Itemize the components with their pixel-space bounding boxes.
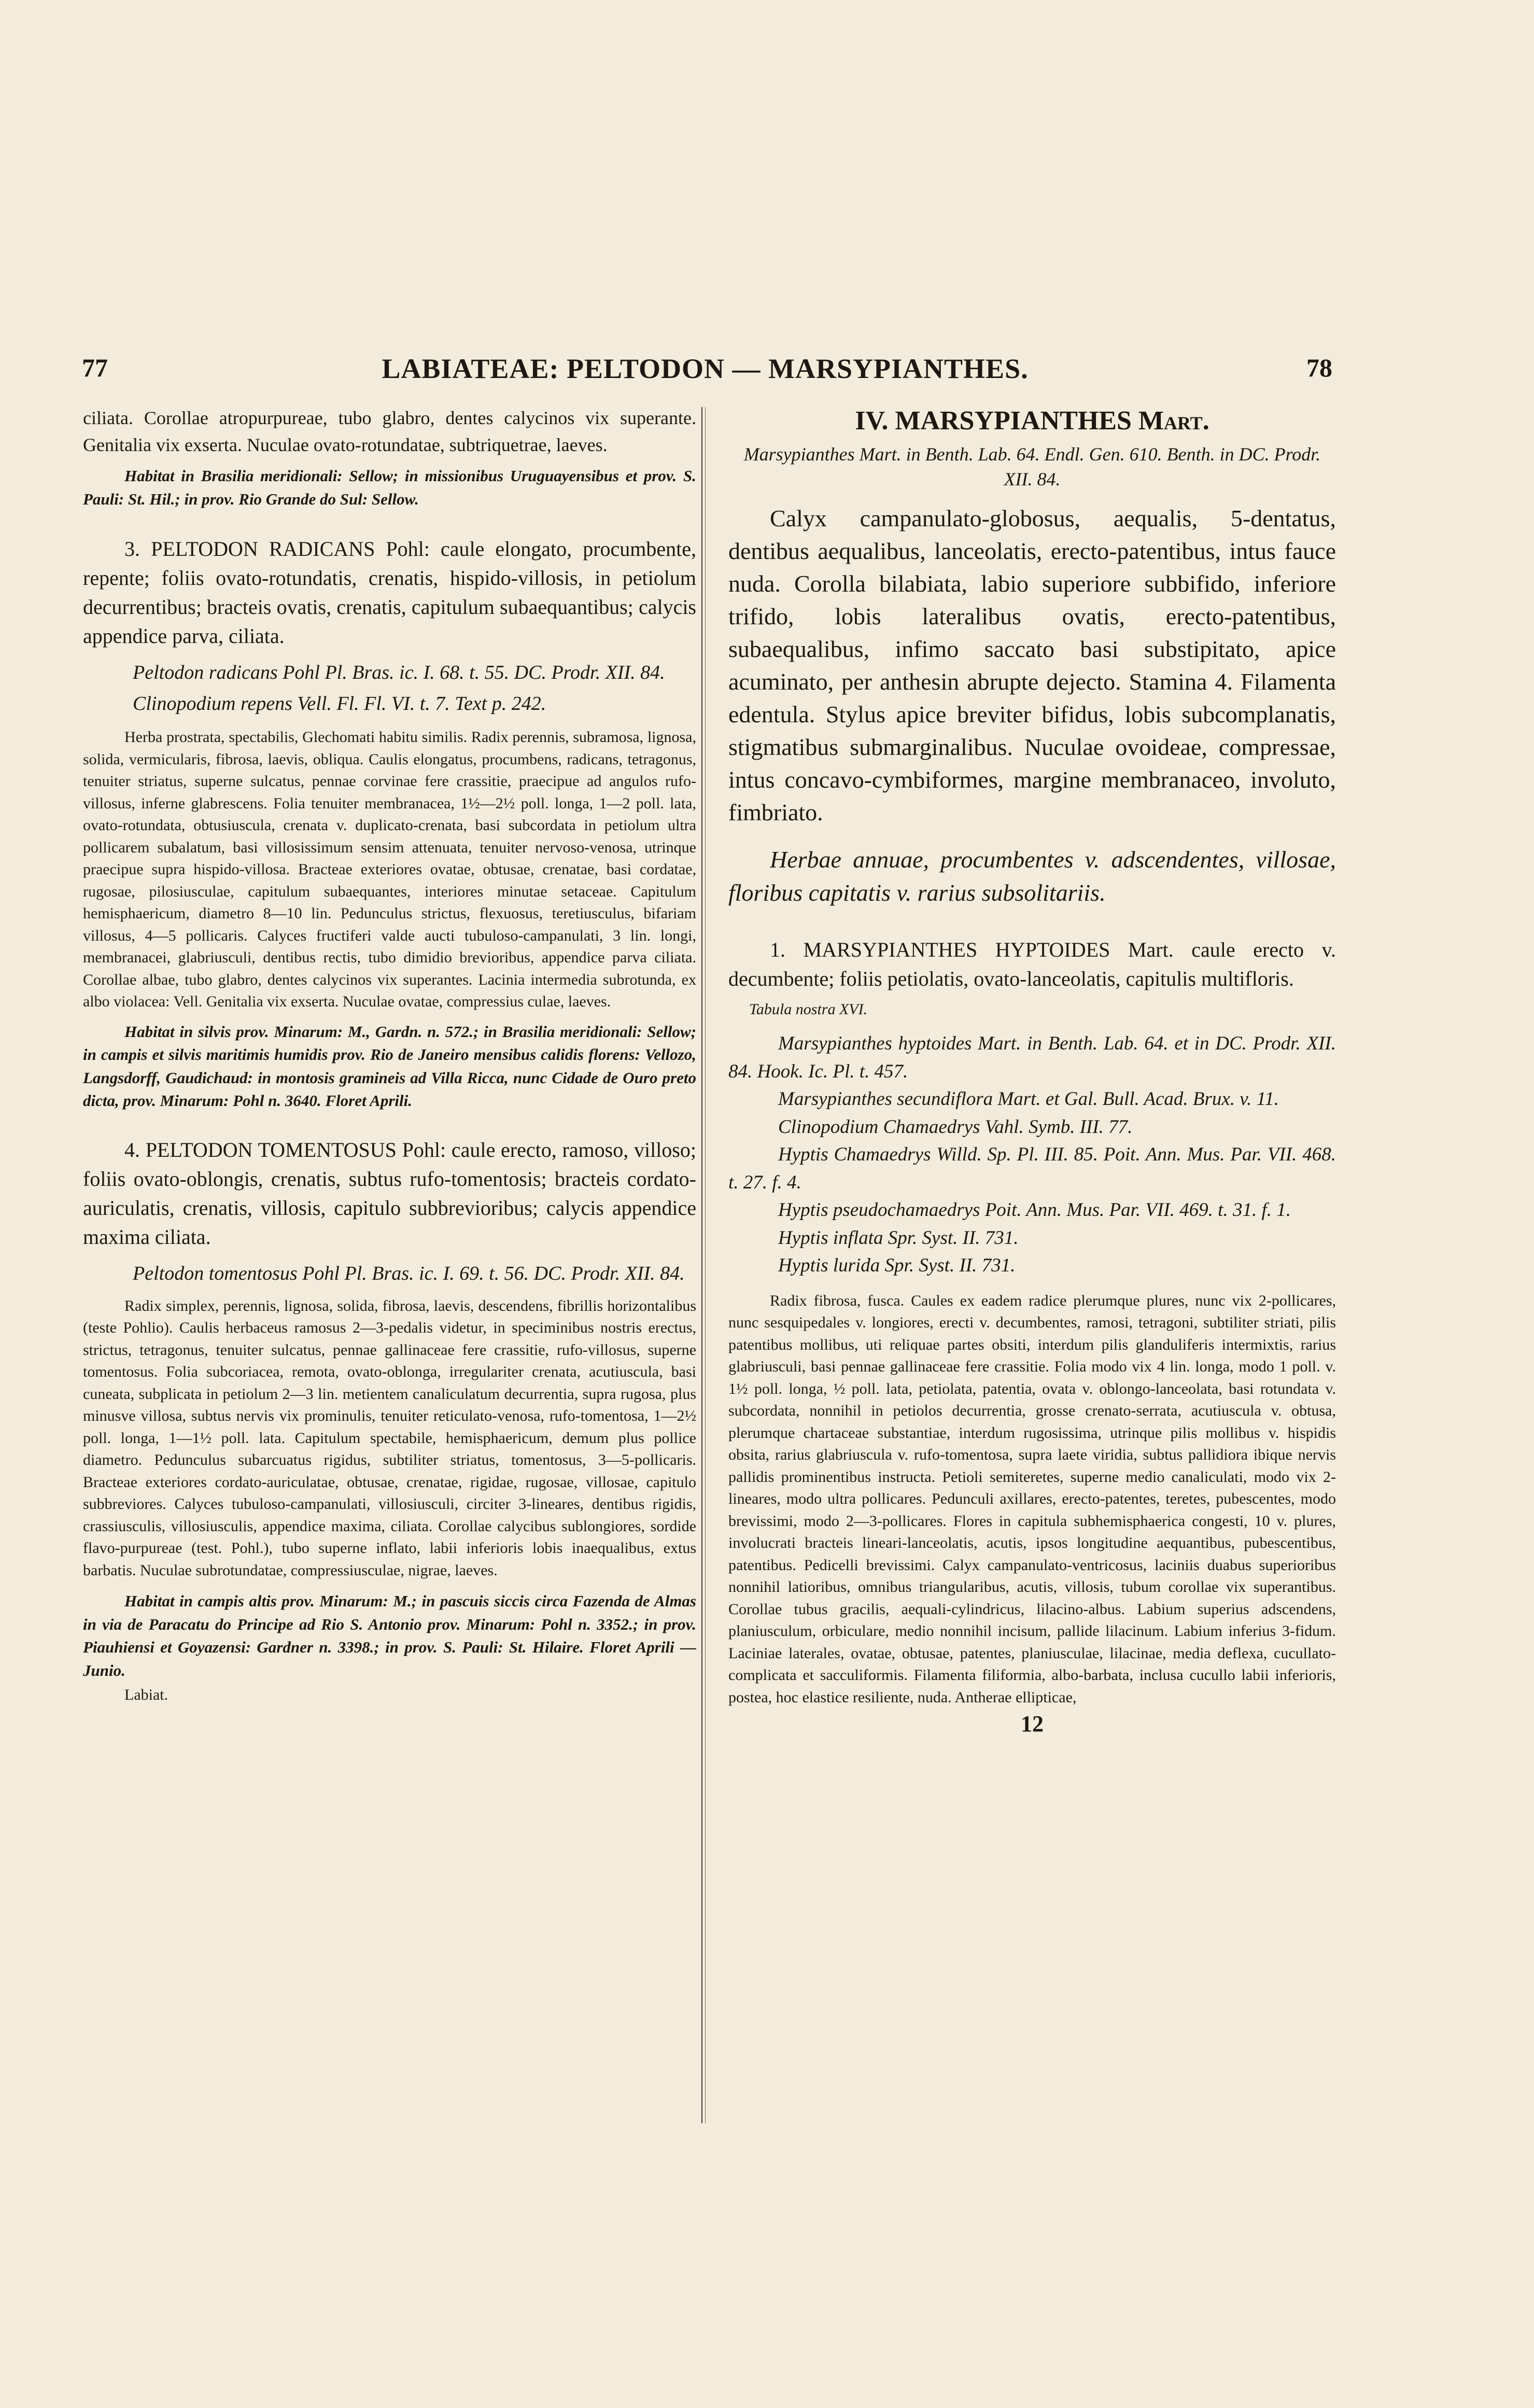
synonym-item: Hyptis pseudochamaedrys Poit. Ann. Mus. Par. VII. 469. t. 31. f. 1. (778, 1199, 1291, 1221)
page-number-left: 77 (82, 353, 108, 382)
species-4-habitat: Habitat in campis altis prov. Minarum: M.; in pascuis siccis circa Fazenda de Almas in via de Paracatu do Principe ad Rio S. Antonio prov. Minarum: Pohl n. 3352.; in prov. Piauhiensi et Goyazensi: Gardner n. 3398.; in prov. S. Pauli: St. Hilaire. Floret Aprili — Junio. (83, 1592, 696, 1679)
species-3-description: Herba prostrata, spectabilis, Glechomati habitu similis. Radix perennis, subramosa, lignosa, solida, vermicularis, fibrosa, laevis, obliqua. Caulis elongatus, procumbens, radicans, tetragonus, tenuiter striatus, superne sulcatus, pennae corvinae fere crassitie, praecipue ad angulos rufo-villosus, inferne glabrescens. Folia tenuiter membranacea, 1½—2½ poll. longa, 1—2 poll. lata, ovato-rotundata, obtusiuscula, crenata v. duplicato-crenata, basi subcordata in petiolum ultra pollicarem subalatum, basi villosissimum sensim attenuata, tenuiter nervoso-venosa, utrinque praecipue supra hispido-villosa. Bracteae exteriores ovatae, obtusae, crenatae, basi cordatae, rugosae, pilosiusculae, capitulum subaequantes, interiores minutae setaceae. Capitulum hemisphaericum, diametro 8—10 lin. Pedunculus strictus, flexuosus, teretiusculus, bifariam villosus, 4—5 pollicaris. Calyces fructiferi valde aucti tubuloso-campanulati, 3 lin. longi, membranacei, glabriusculi, dentibus rectis, tubo dimidio brevioribus, appendice parva ciliata. Corollae albae, tubo glabro, dentes calycinos vix superantes. Lacinia intermedia subrotunda, ex albo violacea: Vell. Genitalia vix exserta. Nuculae ovatae, compressius culae, laeves. (83, 729, 696, 1010)
species-4-diagnosis: 4. PELTODON TOMENTOSUS Pohl: caule erecto, ramoso, villoso; foliis ovato-oblongis, crenatis, subtus rufo-tomentosis; bracteis cordato-auriculatis, crenatis, villosis, capitulo subbrevioribus; calycis appendice maxima ciliata. (83, 1138, 696, 1249)
column-divider-inner (705, 407, 706, 2123)
signature-number: 12 (1021, 1711, 1044, 1737)
genus-synonymy: Marsypianthes Mart. in Benth. Lab. 64. Endl. Gen. 610. Benth. in DC. Prodr. XII. 84. (743, 444, 1321, 489)
continued-habitat: Habitat in Brasilia meridionali: Sellow; in missionibus Uruguayensibus et prov. S. Pauli: St. Hil.; in prov. Rio Grande do Sul: Sellow. (83, 467, 696, 508)
species-4-reference: Peltodon tomentosus Pohl Pl. Bras. ic. I. 69. t. 56. DC. Prodr. XII. 84. (133, 1262, 685, 1284)
synonym-item: Hyptis inflata Spr. Syst. II. 731. (778, 1227, 1019, 1249)
genus-habit: Herbae annuae, procumbentes v. adscendentes, villosae, floribus capitatis v. rarius subsolitariis. (728, 846, 1336, 906)
running-head (78, 353, 1332, 394)
species-3-reference-2: Clinopodium repens Vell. Fl. Fl. VI. t. 7. Text p. 242. (133, 693, 546, 715)
synonym-item: Hyptis Chamaedrys Willd. Sp. Pl. III. 85. Poit. Ann. Mus. Par. VII. 468. t. 27. f. 4. (728, 1144, 1336, 1193)
genus-author: Mart. (1138, 406, 1209, 436)
genus-number: IV. (855, 406, 889, 436)
species-3-reference-1: Peltodon radicans Pohl Pl. Bras. ic. I. 68. t. 55. DC. Prodr. XII. 84. (133, 662, 665, 683)
plate-reference: Tabula nostra XVI. (749, 1001, 868, 1018)
species-3-habitat: Habitat in silvis prov. Minarum: M., Gardn. n. 572.; in Brasilia meridionali: Sellow; in campis et silvis maritimis humidis prov. Rio de Janeiro mensibus calidis florens: Vellozo, Langsdorff, Gaudichaud: in montosis gramineis ad Villa Ricca, nunc Cidade de Ouro preto dicta, prov. Minarum: Pohl n. 3640. Floret Aprili. (83, 1022, 696, 1110)
synonym-item: Hyptis lurida Spr. Syst. II. 731. (778, 1255, 1016, 1276)
species-1-description: Radix fibrosa, fusca. Caules ex eadem radice plerumque plures, nunc vix 2-pollicares, nunc sesquipedales v. longiores, erecti v. decumbentes, ramosi, tetragoni, subtiliter striati, pilis patentibus mollibus, uti reliquae partes obsiti, interdum pilis glanduliferis intermixtis, rarius glabriusculi, basi pennae gallinaceae fere crassitie. Folia modo vix 4 lin. longa, modo 1 poll. v. 1½ poll. longa, ½ poll. lata, petiolata, patentia, ovata v. oblongo-lanceolata, basi rotundata v. subcordata, nonnihil in petiolos decurrentia, grosse crenato-serrata, acutiuscula v. obtusa, plerumque chartaceae substantiae, interdum rugosissima, utrinque pilis mollibus v. hispidis obsita, rarius glabriuscula v. rufo-tomentosa, supra laete viridia, subtus pallidiora ibique nervis pallidis prominentibus instructa. Petioli semiteretes, superne medio canaliculati, modo vix 2-lineares, modo ultra pollicares. Pedunculi axillares, erecto-patentes, teretes, pubescentes, modo brevissimi, modo 2—3-pollicares. Flores in capitula subhemisphaerica congesti, 10 v. plures, involucrati bracteis lineari-lanceolatis, acutis, ipsos longitudine aequantibus, pubescentibus, patentibus. Pedicelli brevissimi. Calyx campanulato-ventricosus, laciniis duabus superioribus nonnihil latioribus, omnibus triangularibus, acutis, villosis, tubum corollae vix superantibus. Corollae tubus gracilis, aequali-cylindricus, lilacino-albus. Labium superius adscendens, planiusculum, orbiculare, medio nonnihil incisum, pallide lilacinum. Labium inferius 3-fidum. Laciniae laterales, ovatae, obtusae, patentes, planiusculae, lilacinae, media deflexa, cucullato-complicata et sacculiformis. Filamenta filiformia, albo-barbata, inclusa cucullo labii inferioris, postea, hoc elastice resiliente, nuda. Antherae ellipticae, (728, 1292, 1336, 1706)
running-title: LABIATEAE: PELTODON — MARSYPIANTHES. (382, 353, 1029, 384)
left-column (83, 404, 696, 1706)
synonym-item: Marsypianthes hyptoides Mart. in Benth. Lab. 64. et in DC. Prodr. XII. 84. Hook. Ic. Pl. t. 457. (728, 1033, 1336, 1082)
synonym-list (728, 1030, 1336, 1280)
continued-description: ciliata. Corollae atropurpureae, tubo glabro, dentes calycinos vix superante. Genitalia vix exserta. Nuculae ovato-rotundatae, subtriquetrae, laeves. (83, 408, 696, 455)
signature-mark: Labiat. (124, 1686, 168, 1703)
page-number-right: 78 (1306, 353, 1332, 382)
genus-heading (728, 404, 1336, 438)
genus-name: MARSYPIANTHES (895, 406, 1132, 436)
column-divider (701, 407, 702, 2123)
synonym-item: Marsypianthes secundiflora Mart. et Gal. Bull. Acad. Brux. v. 11. (778, 1088, 1279, 1110)
species-3-diagnosis: 3. PELTODON RADICANS Pohl: caule elongato, procumbente, repente; foliis ovato-rotundatis, crenatis, hispido-villosis, in petiolum decurrentibus; bracteis ovatis, crenatis, capitulum subaequantibus; calycis appendice parva, ciliata. (83, 537, 696, 648)
species-1-diagnosis: 1. MARSYPIANTHES HYPTOIDES Mart. caule erecto v. decumbente; foliis petiolatis, ovato-lanceolatis, capitulis multifloris. (728, 938, 1336, 990)
genus-description: Calyx campanulato-globosus, aequalis, 5-dentatus, dentibus aequalibus, lanceolatis, erecto-patentibus, intus fauce nuda. Corolla bilabiata, labio superiore subbifido, inferiore trifido, lobis lateralibus ovatis, erecto-patentibus, subaequalibus, infimo saccato basi substipitato, apice acuminato, per anthesin abrupte dejecto. Stamina 4. Filamenta edentula. Stylus apice breviter bifidus, lobis subcomplanatis, stigmatibus submarginalibus. Nuculae ovoideae, compressae, intus concavo-cymbiformes, margine membranaceo, involuto, fimbriato. (728, 505, 1336, 825)
synonym-item: Clinopodium Chamaedrys Vahl. Symb. III. 77. (778, 1116, 1133, 1138)
species-4-description: Radix simplex, perennis, lignosa, solida, fibrosa, laevis, descendens, fibrillis horizontalibus (teste Pohlio). Caulis herbaceus ramosus 2—3-pedalis videtur, in speciminibus nostris erectus, strictus, tetragonus, tenuiter sulcatus, pennae gallinaceae fere crassitie, rufo-villosus, superne tomentosus. Folia subcoriacea, remota, ovato-oblonga, irregulariter crenata, acutiuscula, basi cuneata, subplicata in petiolum 2—3 lin. metientem canaliculatum decurrentia, supra rugosa, plus minusve villosa, subtus nervis vix prominulis, tenuiter reticulato-venosa, rufo-tomentosa, 1—2½ poll. longa, 1—1½ poll. lata. Capitulum spectabile, hemisphaericum, demum plus pollice diametro. Pedunculus subarcuatus rigidus, subtiliter striatus, tomentosus, 3—5-pollicaris. Bracteae exteriores cordato-auriculatae, obtusae, crenatae, rigidae, rugosae, villosae, capitulo subbreviores. Calyces tubuloso-campanulati, villosiusculi, circiter 3-lineares, dentibus rigidis, crassiusculis, villosiusculis, appendice maxima, ciliata. Corollae calycibus sublongiores, sordide flavo-purpureae (test. Pohl.), tubo superne inflato, labii inferioris lobis inaequalibus, extus barbatis. Nuculae subrotundatae, compressiusculae, nigrae, laeves. (83, 1297, 696, 1579)
right-column (728, 404, 1336, 1737)
